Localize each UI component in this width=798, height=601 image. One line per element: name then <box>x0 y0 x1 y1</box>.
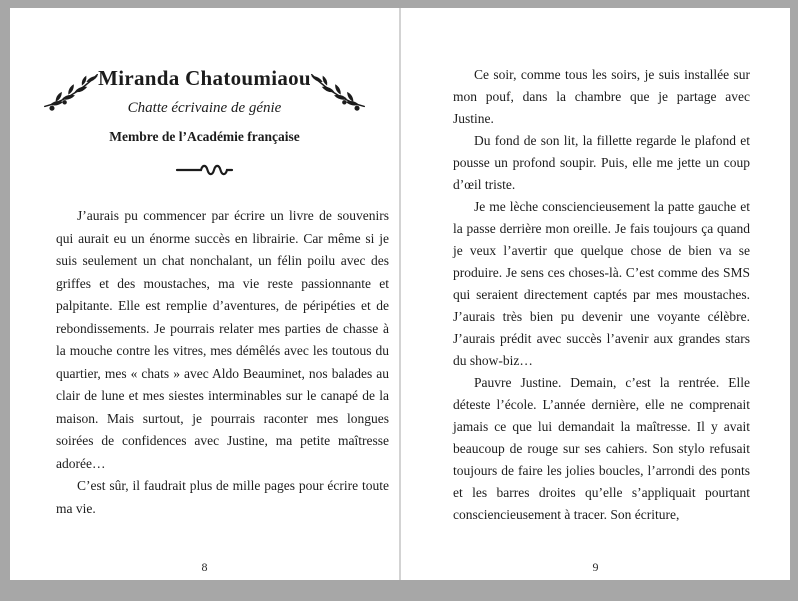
olive-branch-right-icon <box>309 68 367 114</box>
body-paragraph: Du fond de son lit, la fillette regarde le plafond et pousse un profond soupir. Puis, elle me jette un coup d’œil triste. <box>453 133 750 192</box>
left-page-body <box>56 205 389 520</box>
body-paragraph: Ce soir, comme tous les soirs, je suis installée sur mon pouf, dans la chambre que je partage avec Justine. <box>453 67 750 126</box>
right-page <box>401 8 790 580</box>
chapter-title: Miranda Chatoumiaou <box>98 66 311 90</box>
section-divider-icon <box>175 161 235 177</box>
right-page-body <box>453 8 750 526</box>
left-page <box>10 8 399 580</box>
chapter-subtitle: Chatte écrivaine de génie <box>127 100 282 116</box>
olive-branch-left-icon <box>42 68 100 114</box>
body-paragraph: Pauvre Justine. Demain, c’est la rentrée. Elle déteste l’école. L’année dernière, elle ne comprenait jamais ce que lui demandait la maîtresse. Il y avait beaucoup de rouge sur ses cahiers. Son stylo refusait toujours de faire les jolies boucles, l’arrondi des ponts et les barres droites qu’elle s’appliquait pourtant consciencieusement à tracer. Son écriture, <box>453 375 750 522</box>
body-paragraph: Je me lèche consciencieusement la patte gauche et la passe derrière mon oreille. Je fais toujours ça quand je veux l’avertir que quelque chose de bien va se produire. Je sens ces choses-là. C’est comme des SMS qui seraient directement captés par mes moustaches. J’aurais très bien pu devenir une voyante célèbre. J’aurais prédit avec succès l’avenir aux grandes stars du show-biz… <box>453 199 750 368</box>
chapter-header <box>10 66 399 177</box>
body-paragraph: C’est sûr, il faudrait plus de mille pages pour écrire toute ma vie. <box>56 478 389 516</box>
chapter-affiliation: Membre de l’Académie française <box>109 129 300 144</box>
page-number-left: 8 <box>201 560 208 574</box>
book-spread <box>10 8 790 580</box>
body-paragraph: J’aurais pu commencer par écrire un livre de souvenirs qui aurait eu un énorme succès en librairie. Car même si je suis seulement un chat nonchalant, un félin poilu avec des griffes et des moustaches, ma vie reste passionnante et palpitante. Elle est remplie d’aventures, de péripéties et de rebondissements. Je pourrais relater mes parties de chasse à la mouche contre les vitres, mes démêlés avec les toutous du quartier, mes « chats » avec Aldo Beauminet, nos balades au clair de lune et mes siestes interminables sur le canapé de la maison. Mais surtout, je pourrais raconter mes longues soirées de confidences avec Justine, ma petite maîtresse adorée… <box>56 208 389 471</box>
page-number-right: 9 <box>592 560 599 574</box>
